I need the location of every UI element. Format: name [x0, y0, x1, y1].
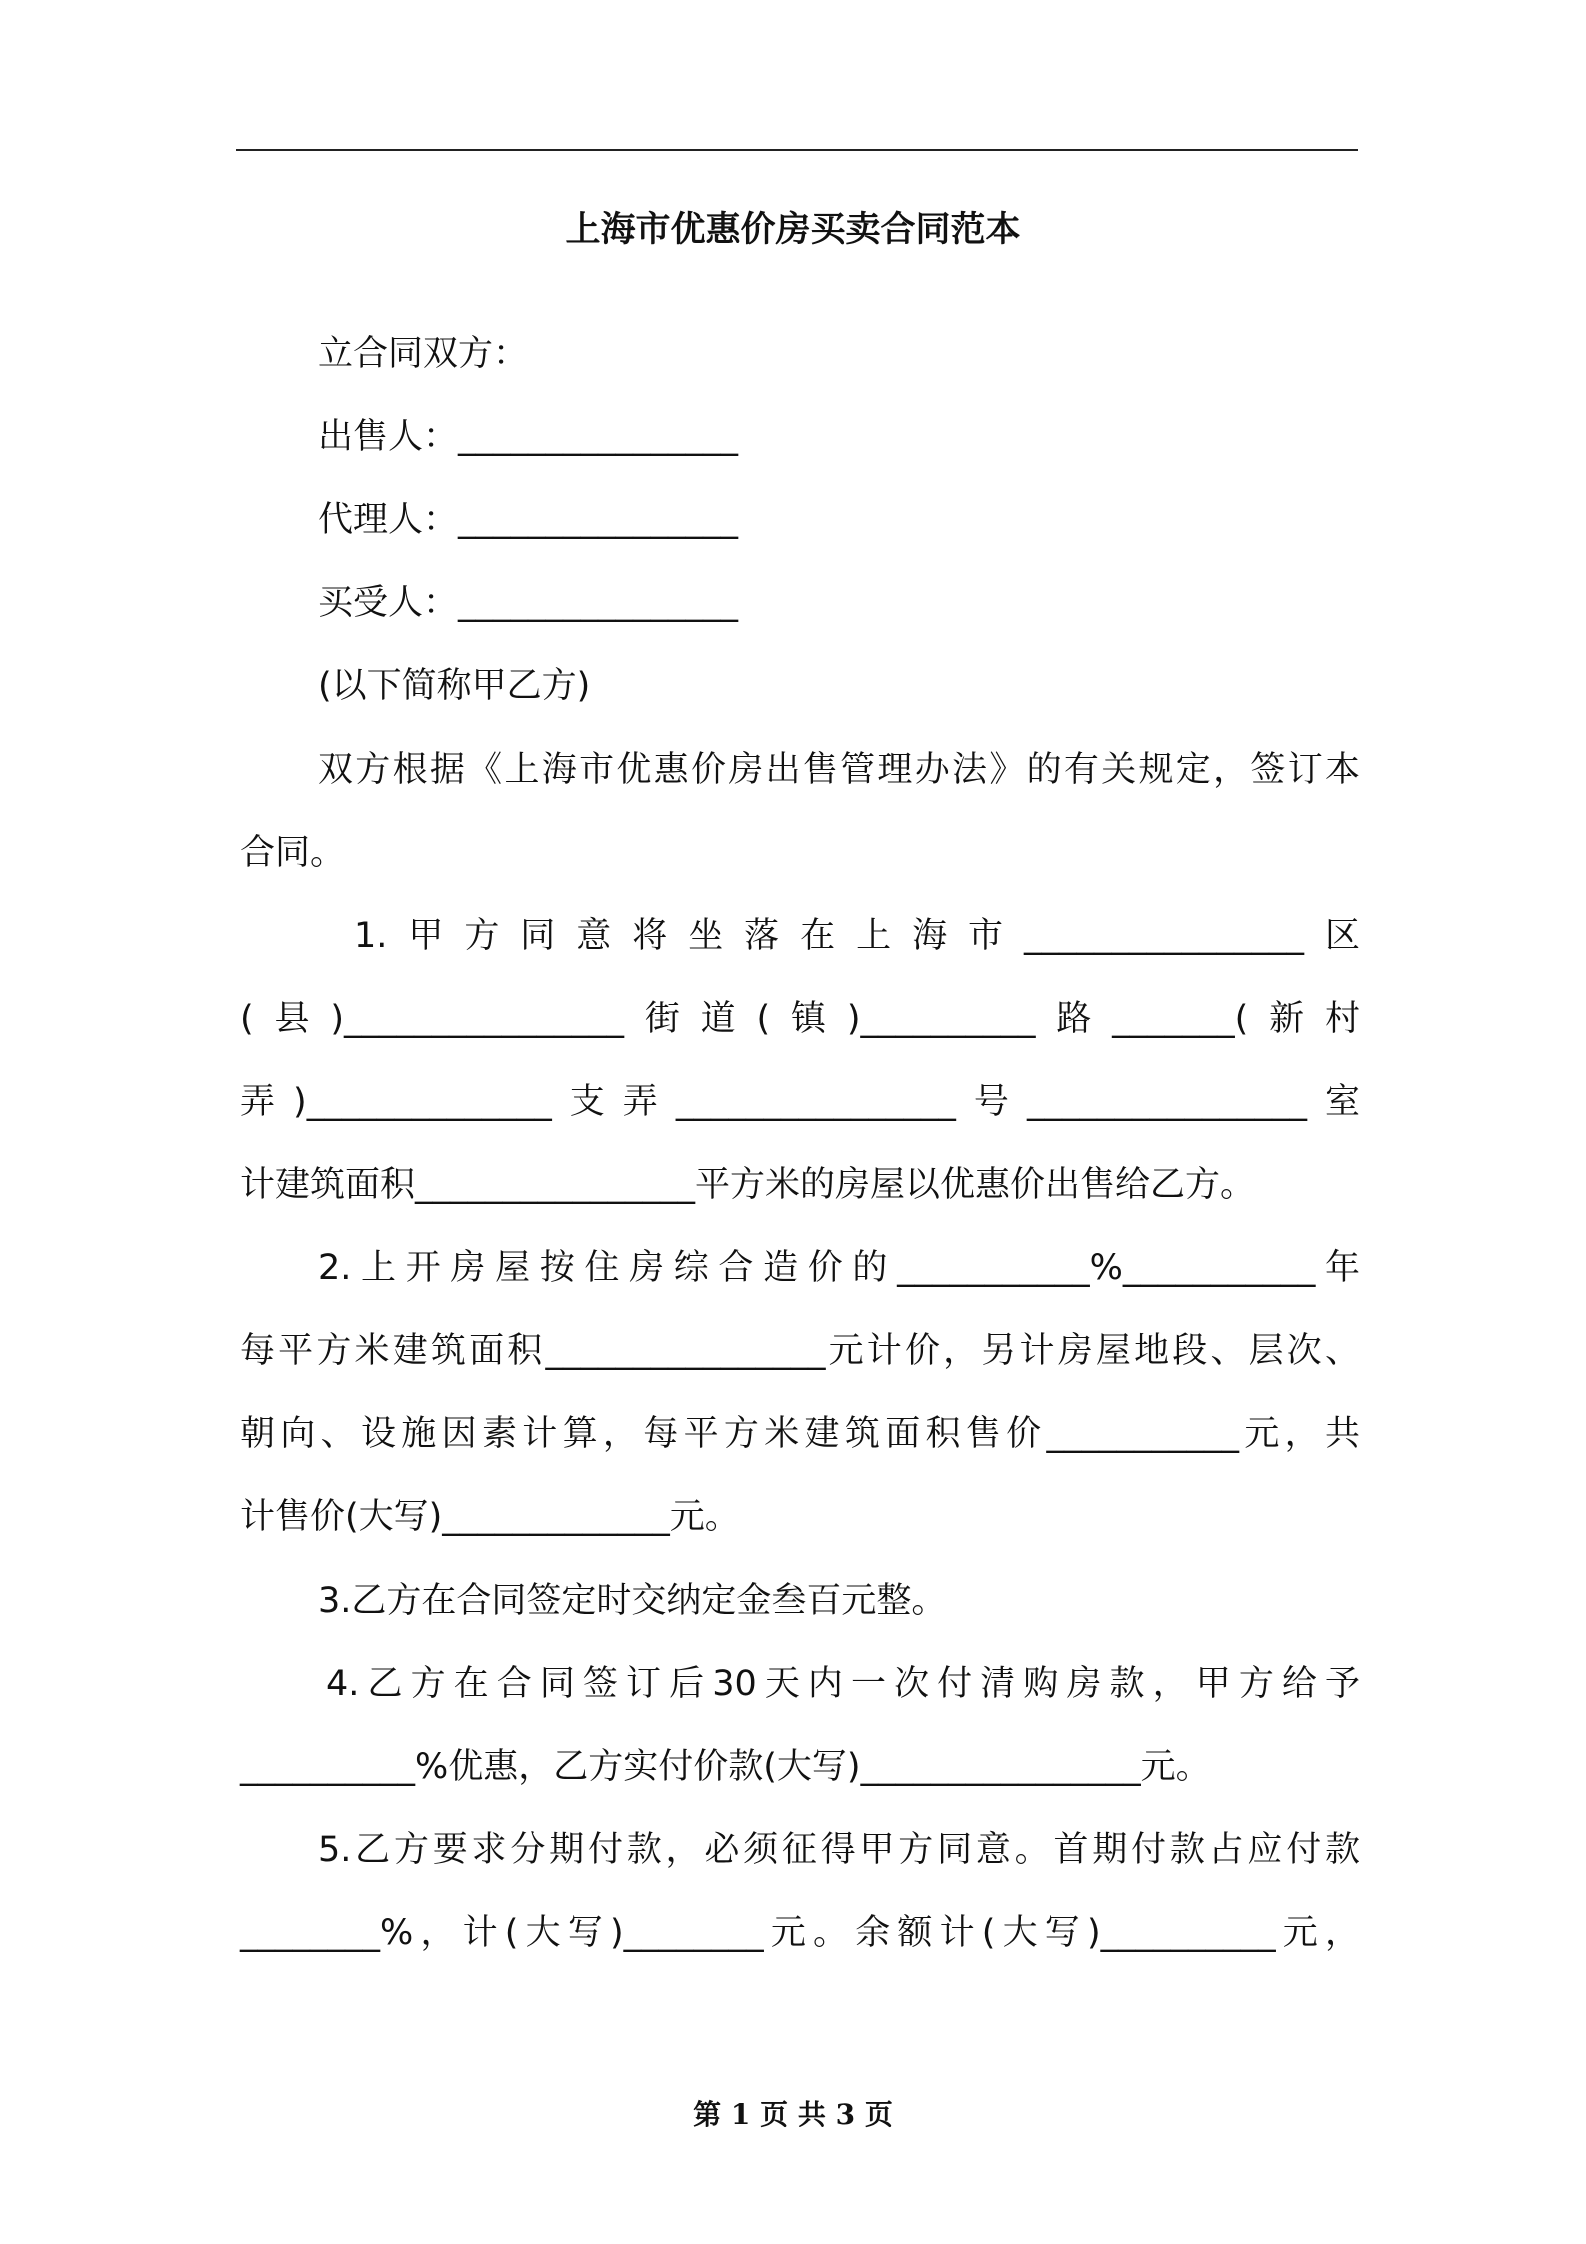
clause-2-line-4: 计售价(大写)_____________元。: [240, 1497, 740, 1537]
clause-5-line-1: 5.乙方要求分期付款，必须征得甲方同意。首期付款占应付款: [318, 1830, 1360, 1870]
clause-2-line-3: 朝向、设施因素计算，每平方米建筑面积售价___________元，共: [240, 1414, 1360, 1454]
clause-1-line-2: (县)________________街道(镇)__________路_______(新村: [240, 999, 1360, 1039]
document-title: 上海市优惠价房买卖合同范本: [565, 210, 1021, 250]
clause-3: 3.乙方在合同签定时交纳定金叁百元整。: [318, 1581, 947, 1621]
clause-2-line-2: 每平方米建筑面积________________元计价，另计房屋地段、层次、: [240, 1331, 1360, 1371]
seller-line: 出售人：________________: [318, 417, 739, 457]
header-rule: [236, 149, 1358, 151]
clause-1-line-3: 弄)______________支弄________________号________________室: [240, 1082, 1360, 1122]
clause-2-line-1: 2.上开房屋按住房综合造价的___________%___________年: [318, 1248, 1360, 1288]
preamble-line-2: 合同。: [240, 833, 346, 873]
parties-heading: 立合同双方：: [318, 334, 529, 374]
clause-1-line-1: 1.甲方同意将坐落在上海市________________区: [354, 916, 1360, 956]
clause-4-line-2: __________%优惠，乙方实付价款(大写)________________元。: [240, 1747, 1211, 1787]
clause-4-line-1: 4.乙方在合同签订后30天内一次付清购房款，甲方给予: [326, 1664, 1360, 1704]
page-number-footer: 第 1 页 共 3 页: [693, 2098, 893, 2131]
buyer-line: 买受人：________________: [318, 583, 739, 623]
agent-line: 代理人：________________: [318, 500, 739, 540]
abbreviation-note: (以下简称甲乙方): [318, 666, 591, 706]
clause-1-line-4: 计建筑面积________________平方米的房屋以优惠价出售给乙方。: [240, 1165, 1256, 1205]
preamble-line-1: 双方根据《上海市优惠价房出售管理办法》的有关规定，签订本: [318, 750, 1360, 790]
clause-5-line-2: ________%，计(大写)________元。余额计(大写)__________元，: [240, 1913, 1360, 1953]
